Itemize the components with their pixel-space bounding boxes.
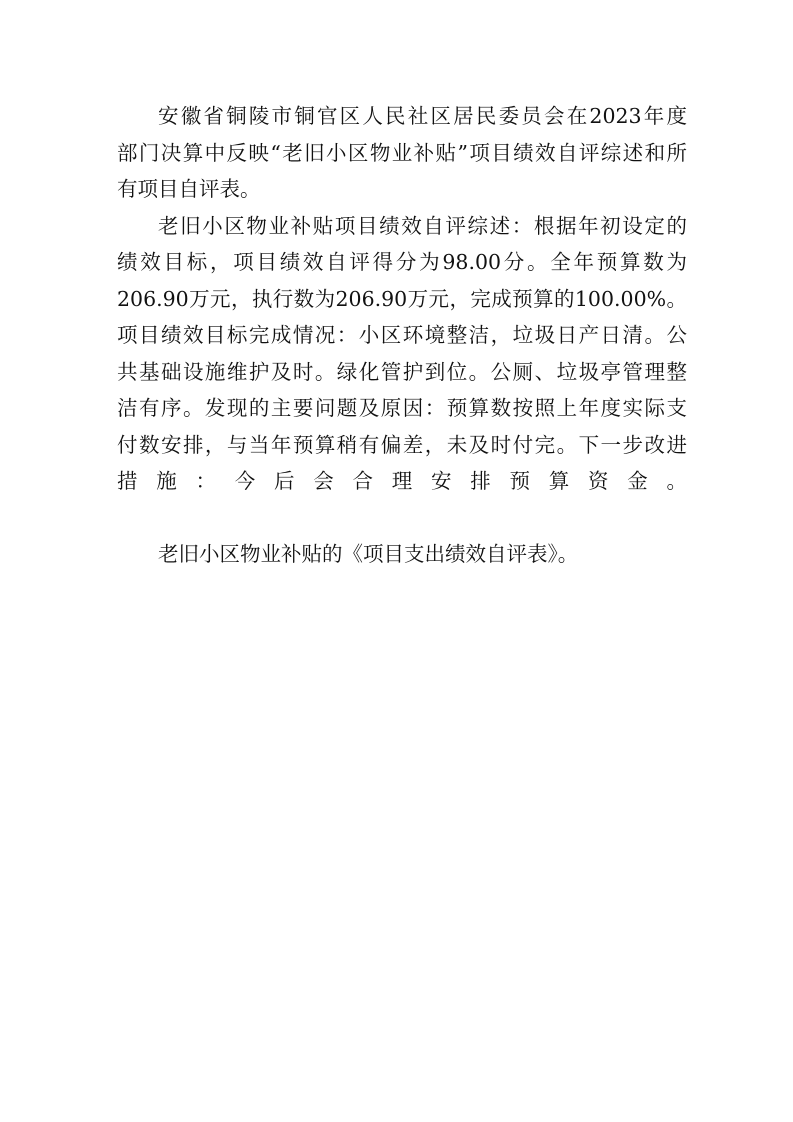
document-body — [117, 98, 687, 573]
text-line: 绩效目标，项目绩效自评得分为98.00分。全年预算数为 — [117, 250, 687, 274]
paragraph-table-reference — [117, 536, 687, 573]
paragraph-intro — [117, 98, 687, 208]
text-line: 有项目自评表。 — [117, 177, 261, 201]
text-line: 安徽省铜陵市铜官区人民社区居民委员会在2023年度 — [158, 104, 687, 128]
text-line: 措施：今后会合理安排预算资金。 — [117, 469, 687, 493]
text-line: 老旧小区物业补贴的《项目支出绩效自评表》。 — [158, 542, 579, 566]
text-line: 洁有序。发现的主要问题及原因：预算数按照上年度实际支 — [117, 396, 687, 420]
text-line — [117, 500, 687, 537]
text-line: 付数安排，与当年预算稍有偏差，未及时付完。下一步改进 — [117, 432, 687, 457]
paragraph-summary — [117, 208, 687, 537]
text-line: 老旧小区物业补贴项目绩效自评综述：根据年初设定的 — [158, 213, 687, 238]
text-line: 206.90万元，执行数为206.90万元，完成预算的100.00%。 — [117, 286, 687, 311]
text-line: 部门决算中反映“老旧小区物业补贴”项目绩效自评综述和所 — [117, 140, 687, 165]
text-line: 共基础设施维护及时。绿化管护到位。公厕、垃圾亭管理整 — [117, 359, 687, 384]
text-line: 项目绩效目标完成情况：小区环境整洁，垃圾日产日清。公 — [117, 323, 687, 347]
